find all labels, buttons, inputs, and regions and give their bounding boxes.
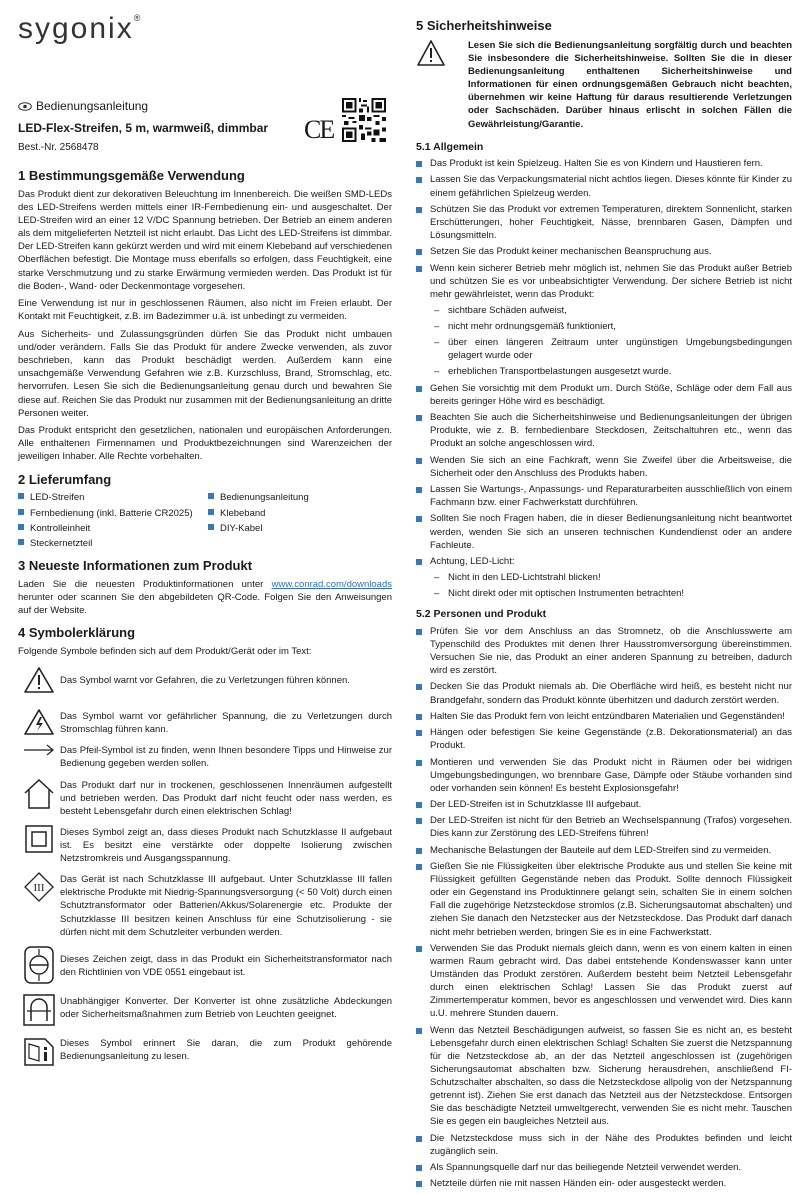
brand-logo: sygonix® (18, 12, 143, 45)
symbol-row: III Das Gerät ist nach Schutzklasse III aufgebaut. Unter Schutzklasse III fallen elektrische Produkte mit Niedrig-Spannungsversorgung (< 50 Volt) durch einen Schutztransformator oder Batterien/Akkus/Solarenergie etc. Produkte der Schutzklasse III besitzen keinen Anschluss für eine Schutzisolierung - sie dürfen nicht mit dem Schutzleiter verbunden werden. (18, 871, 392, 939)
list-item: Netzteile dürfen nie mit nassen Händen ein- oder ausgesteckt werden. (416, 1177, 792, 1190)
list-item: LED-Streifen (18, 491, 208, 504)
section-3-heading: 3 Neueste Informationen zum Produkt (18, 557, 253, 573)
list-item: Lassen Sie das Verpackungsmaterial nicht achtlos liegen. Dieses könnte für Kinder zu einem gefährlichen Spielzeug werden. (416, 173, 792, 199)
independent-converter-icon (22, 993, 56, 1027)
warning-triangle-icon (416, 39, 446, 67)
list-item: Der LED-Streifen ist in Schutzklasse III aufgebaut. (416, 798, 792, 811)
list-item: Als Spannungsquelle darf nur das beiliegende Netzteil verwendet werden. (416, 1161, 792, 1174)
list-item: Lassen Sie Wartungs-, Anpassungs- und Reparaturarbeiten ausschließlich von einem Fachmann bzw. einer Fachwerkstatt durchführen. (416, 483, 792, 509)
symbol-row: Das Symbol warnt vor gefährlicher Spannung, die zu Verletzungen durch Stromschlag führen kann. (18, 708, 392, 736)
qr-code (342, 98, 386, 142)
section-5-1-heading: 5.1 Allgemein (416, 140, 484, 153)
ce-mark: CE (304, 115, 334, 144)
list-item: – nicht mehr ordnungsgemäß funktioniert, (430, 320, 792, 333)
list-item: Wenn das Netzteil Beschädigungen aufweist, so fassen Sie es nicht an, es besteht Lebensgefahr durch einen elektrischen Schlag! Schalten Sie zuerst die Netzspannung für die Netzsteckdose ab, an der das Netzteil angeschlossen ist (zugehörigen Sicherungsautomat abschalten bzw. Sicherung herausdrehen, anschließend FI-Schutzschalter abschalten, so dass die Netzsteckdose allpolig von der Netzspannung getrennt ist). Ziehen Sie erst danach das Netzteil aus der Netzsteckdose. Entsorgen Sie das beschädigte Netzteil umweltgerecht, verwenden Sie es nicht mehr. Tauschen Sie es gegen ein baugleiches Netzteil aus. (416, 1024, 792, 1129)
paragraph: Eine Verwendung ist nur in geschlossenen Räumen, also nicht im Freien erlaubt. Der Kontakt mit Feuchtigkeit, z.B. im Badezimmer u.ä. ist unbedingt zu vermeiden. (18, 298, 392, 323)
list-item: Verwenden Sie das Produkt niemals gleich dann, wenn es von einem kalten in einen warmen Raum gebracht wird. Das dabei entstehende Kondenswasser kann unter Umständen das Produkt zerstören. Außerdem besteht beim Netzteil Lebensgefahr durch einen elektrischen Schlag! Lassen Sie das Produkt zuerst auf Zimmertemperatur kommen, bevor es angeschlossen und verwendet wird. Dies kann u.U. mehrere Stunden dauern. (416, 942, 792, 1021)
paragraph: Laden Sie die neuesten Produktinformationen unter www.conrad.com/downloads herunter oder scannen Sie den abgebildeten QR-Code. Folgen Sie den Anweisungen auf der Website. (18, 578, 392, 617)
list-item: – über einen längeren Zeitraum unter ungünstigen Umgebungsbedingungen gelagert wurde oder (430, 336, 792, 362)
list-item: Wenn kein sicherer Betrieb mehr möglich ist, nehmen Sie das Produkt außer Betrieb und schützen Sie es vor unbeabsichtigter Verwendung. Der sichere Betrieb ist nicht mehr gewährleistet, wenn das Produkt: – sichtbare Schäden aufweist, – nicht mehr ordnungsgemäß funktioniert, – über einen längeren Zeitraum unter ungünstigen Umgebungsbedingungen gelagert wurde oder – erheblichen Transportbelastungen ausgesetzt wurde. (416, 262, 792, 379)
eye-icon (18, 102, 32, 111)
section-5-2-heading: 5.2 Personen und Produkt (416, 608, 547, 621)
list-item: Die Netzsteckdose muss sich in der Nähe des Produktes befinden und leicht zugänglich sein. (416, 1132, 792, 1158)
section-5-heading: 5 Sicherheitshinweise (416, 18, 552, 33)
list-item: Gehen Sie vorsichtig mit dem Produkt um. Durch Stöße, Schläge oder dem Fall aus bereits geringer Höhe wird es beschädigt. (416, 382, 792, 408)
warning-triangle-icon (23, 666, 55, 694)
list-item: Beachten Sie auch die Sicherheitshinweise und Bedienungsanleitungen der übrigen Produkte, wie z. B. fernbedienbare Steckdosen, Zeitschaltuhren etc., wenn das Produkt an solche angeschlossen wird. (416, 411, 792, 450)
read-manual-icon (23, 1035, 55, 1067)
list-item: – sichtbare Schäden aufweist, (430, 304, 792, 317)
list-item: Sollten Sie noch Fragen haben, die in dieser Bedienungsanleitung nicht beantwortet werden, wenden Sie sich an unseren technischen Kundendienst oder an andere Fachleute. (416, 512, 792, 551)
list-item: – Nicht in den LED-Lichtstrahl blicken! (430, 571, 792, 584)
symbol-row: Dieses Zeichen zeigt, dass in das Produkt ein Sicherheitstransformator nach den Richtlinien von VDE 0551 eingebaut ist. (18, 945, 392, 985)
safety-warning-block: Lesen Sie sich die Bedienungsanleitung sorgfältig durch und beachten Sie insbesondere die Sicherheitshinweise. Sollten Sie die in dieser Bedienungsanleitung enthaltenen Sicherheitshinweise und Informationen für einen ordnungsgemäßen Gebrauch nicht beachten, übernehmen wir keine Haftung für daraus resultierende Verletzungen oder Sachschäden. Darüber hinaus erlischt in solchen Fällen die Gewährleistung/Garantie. (416, 39, 792, 131)
list-item: Decken Sie das Produkt niemals ab. Die Oberfläche wird heiß, es besteht nicht nur Brandgefahr, sondern das Produkt könnte überhitzen und dadurch zerstört werden. (416, 680, 792, 706)
left-column (18, 0, 392, 1073)
list-item: Prüfen Sie vor dem Anschluss an das Stromnetz, ob die Anschlusswerte am Typenschild des Produktes mit denen Ihrer Hausstromversorgung übereinstimmen. Versuchen Sie nie, das Produkt an einer anderen Spannung zu betreiben, dadurch wird es zerstört. (416, 625, 792, 677)
sub-list (430, 304, 792, 379)
list-item: – erheblichen Transportbelastungen ausgesetzt wurde. (430, 365, 792, 378)
list-item: Montieren und verwenden Sie das Produkt nicht in Räumen oder bei widrigen Umgebungsbedingungen, wo brennbare Gase, Dämpfe oder Stäube vorhanden sind oder vorhanden sein können! Es besteht Explosionsgefahr! (416, 756, 792, 795)
downloads-link[interactable]: www.conrad.com/downloads (271, 578, 392, 590)
arrow-right-icon (22, 742, 56, 758)
list-item: Der LED-Streifen ist nicht für den Betrieb an Wechselspannung (Trafos) vorgesehen. Dies kann zur Zerstörung des LED-Streifens führen! (416, 814, 792, 840)
protection-class-2-icon (24, 824, 54, 854)
order-number: Best.-Nr. 2568478 (18, 142, 99, 154)
list-item: Halten Sie das Produkt fern von leicht entzündbaren Materialien und Gegenständen! (416, 710, 792, 723)
list-item: Klebeband (208, 507, 378, 520)
general-safety-list (416, 157, 792, 600)
list-item: Setzen Sie das Produkt keiner mechanischen Beanspruchung aus. (416, 245, 792, 258)
manual-label: Bedienungsanleitung (18, 98, 392, 115)
right-column (416, 0, 792, 1194)
section-2-heading: 2 Lieferumfang (18, 471, 112, 487)
list-item: Das Produkt ist kein Spielzeug. Halten Sie es von Kindern und Haustieren fern. (416, 157, 792, 170)
list-item: Schützen Sie das Produkt vor extremen Temperaturen, direktem Sonnenlicht, starken Erschütterungen, hoher Feuchtigkeit, Nässe, brennbaren Gasen, Dämpfen und Lösungsmitteln. (416, 203, 792, 242)
paragraph: Das Produkt entspricht den gesetzlichen, nationalen und europäischen Anforderungen. Alle enthaltenen Firmennamen und Produktbezeichnungen sind Warenzeichen der jeweiligen Inhaber. Alle Rechte vorbehalten. (18, 425, 392, 463)
symbol-row: Das Produkt darf nur in trockenen, geschlossenen Innenräumen aufgestellt und betrieben werden. Das Produkt darf nicht feucht oder nass werden, es besteht Lebensgefahr durch einen elektrischen Schlag! (18, 777, 392, 818)
list-item: Gießen Sie nie Flüssigkeiten über elektrische Produkte aus und stellen Sie keine mit Flüssigkeit gefüllten Gegenstände neben das Produkt. Sollte dennoch Flüssigkeit oder ein Gegenstand ins Produktinnere gelangt sein, schalten Sie in einem solchen Fall die zugehörige Netzsteckdose stromlos (z.B. Sicherungsautomat abschalten) und ziehen Sie danach den Netzstecker aus der Netzsteckdose. Das Produkt darf danach nicht mehr betrieben werden, bringen Sie es in eine Fachwerkstatt. (416, 860, 792, 939)
list-item: Steckernetzteil (18, 537, 208, 550)
list-item: Hängen oder befestigen Sie keine Gegenstände (z.B. Dekorationsmaterial) an das Produkt. (416, 726, 792, 752)
document-header (18, 98, 392, 160)
list-item: Achtung, LED-Licht: – Nicht in den LED-Lichtstrahl blicken! – Nicht direkt oder mit optischen Instrumenten betrachten! (416, 555, 792, 600)
paragraph: Das Produkt dient zur dekorativen Beleuchtung im Innenbereich. Die weißen SMD-LEDs des LED-Streifens werden mittels einer IR-Fernbedienung ein- und ausgeschaltet. Der LED-Streifen wird an einer 12 V/DC Spannung betrieben. Der Betrieb an einem anderen als dem mitgelieferten Netzteil ist nicht erlaubt. Das Licht des LED-Streifens ist dimmbar. Der LED-Streifen kann gekürzt werden und wird mit einem Klebeband auf verschiedenen Oberflächen befestigt. Die Montage muss ebenfalls so erfolgen, dass Feuchtigkeit, eine starke Verschmutzung und zu starke Erwärmung vermieden werden. Das Produkt ist für die Boden-, Wand- oder Deckenmontage vorgesehen. (18, 188, 392, 292)
symbol-row: Das Symbol warnt vor Gefahren, die zu Verletzungen führen können. (18, 666, 392, 702)
indoor-house-icon (22, 777, 56, 811)
symbol-row: Das Pfeil-Symbol ist zu finden, wenn Ihnen besondere Tipps und Hinweise zur Bedienung gegeben werden sollen. (18, 742, 392, 770)
section-4-heading: 4 Symbolerklärung (18, 625, 136, 641)
scope-of-delivery-list (18, 491, 392, 549)
list-item: Bedienungsanleitung (208, 491, 378, 504)
paragraph: Aus Sicherheits- und Zulassungsgründen dürfen Sie das Produkt nicht umbauen und/oder verändern. Falls Sie das Produkt für andere Zwecke verwenden, als zuvor beschrieben, kann das Produkt beschädigt werden. Außerdem kann eine unsachgemäße Verwendung Gefahren wie z.B. Kurzschluss, Brand, Stromschlag, etc. hervorrufen. Lesen Sie sich die Bedienungsanleitung genau durch und bewahren Sie diese auf. Reichen Sie das Produkt nur zusammen mit der Bedienungsanleitung an dritte Personen weiter. (18, 328, 392, 419)
symbol-row: Unabhängiger Konverter. Der Konverter ist ohne zusätzliche Abdeckungen oder Sicherheitsmaßnahmen zum Betrieb von Leuchten geeignet. (18, 993, 392, 1027)
safety-transformer-icon (23, 945, 55, 985)
svg-text:III: III (33, 882, 45, 895)
list-item: – Nicht direkt oder mit optischen Instrumenten betrachten! (430, 587, 792, 600)
list-item: DIY-Kabel (208, 522, 378, 535)
paragraph: Folgende Symbole befinden sich auf dem Produkt/Gerät oder im Text: (18, 646, 312, 658)
protection-class-3-icon (23, 871, 55, 903)
product-title: LED-Flex-Streifen, 5 m, warmweiß, dimmbar (18, 120, 269, 135)
list-item: Fernbedienung (inkl. Batterie CR2025) (18, 507, 208, 520)
symbol-row: Dieses Symbol erinnert Sie daran, die zum Produkt gehörende Bedienungsanleitung zu lesen. (18, 1035, 392, 1067)
list-item: Wenden Sie sich an eine Fachkraft, wenn Sie Zweifel über die Arbeitsweise, die Sicherheit oder den Anschluss des Produkts haben. (416, 454, 792, 480)
symbol-row: Dieses Symbol zeigt an, dass dieses Produkt nach Schutzklasse II aufgebaut ist. Es besitzt eine verstärkte oder doppelte Isolierung zwischen Netzstromkreis und Ausgangsspannung. (18, 824, 392, 865)
list-item: Mechanische Belastungen der Bauteile auf dem LED-Streifen sind zu vermeiden. (416, 844, 792, 857)
list-item: Kontrolleinheit (18, 522, 208, 535)
electric-hazard-icon (23, 708, 55, 736)
persons-product-list (416, 625, 792, 1191)
sub-list (430, 571, 792, 600)
section-1-heading: 1 Bestimmungsgemäße Verwendung (18, 168, 245, 183)
